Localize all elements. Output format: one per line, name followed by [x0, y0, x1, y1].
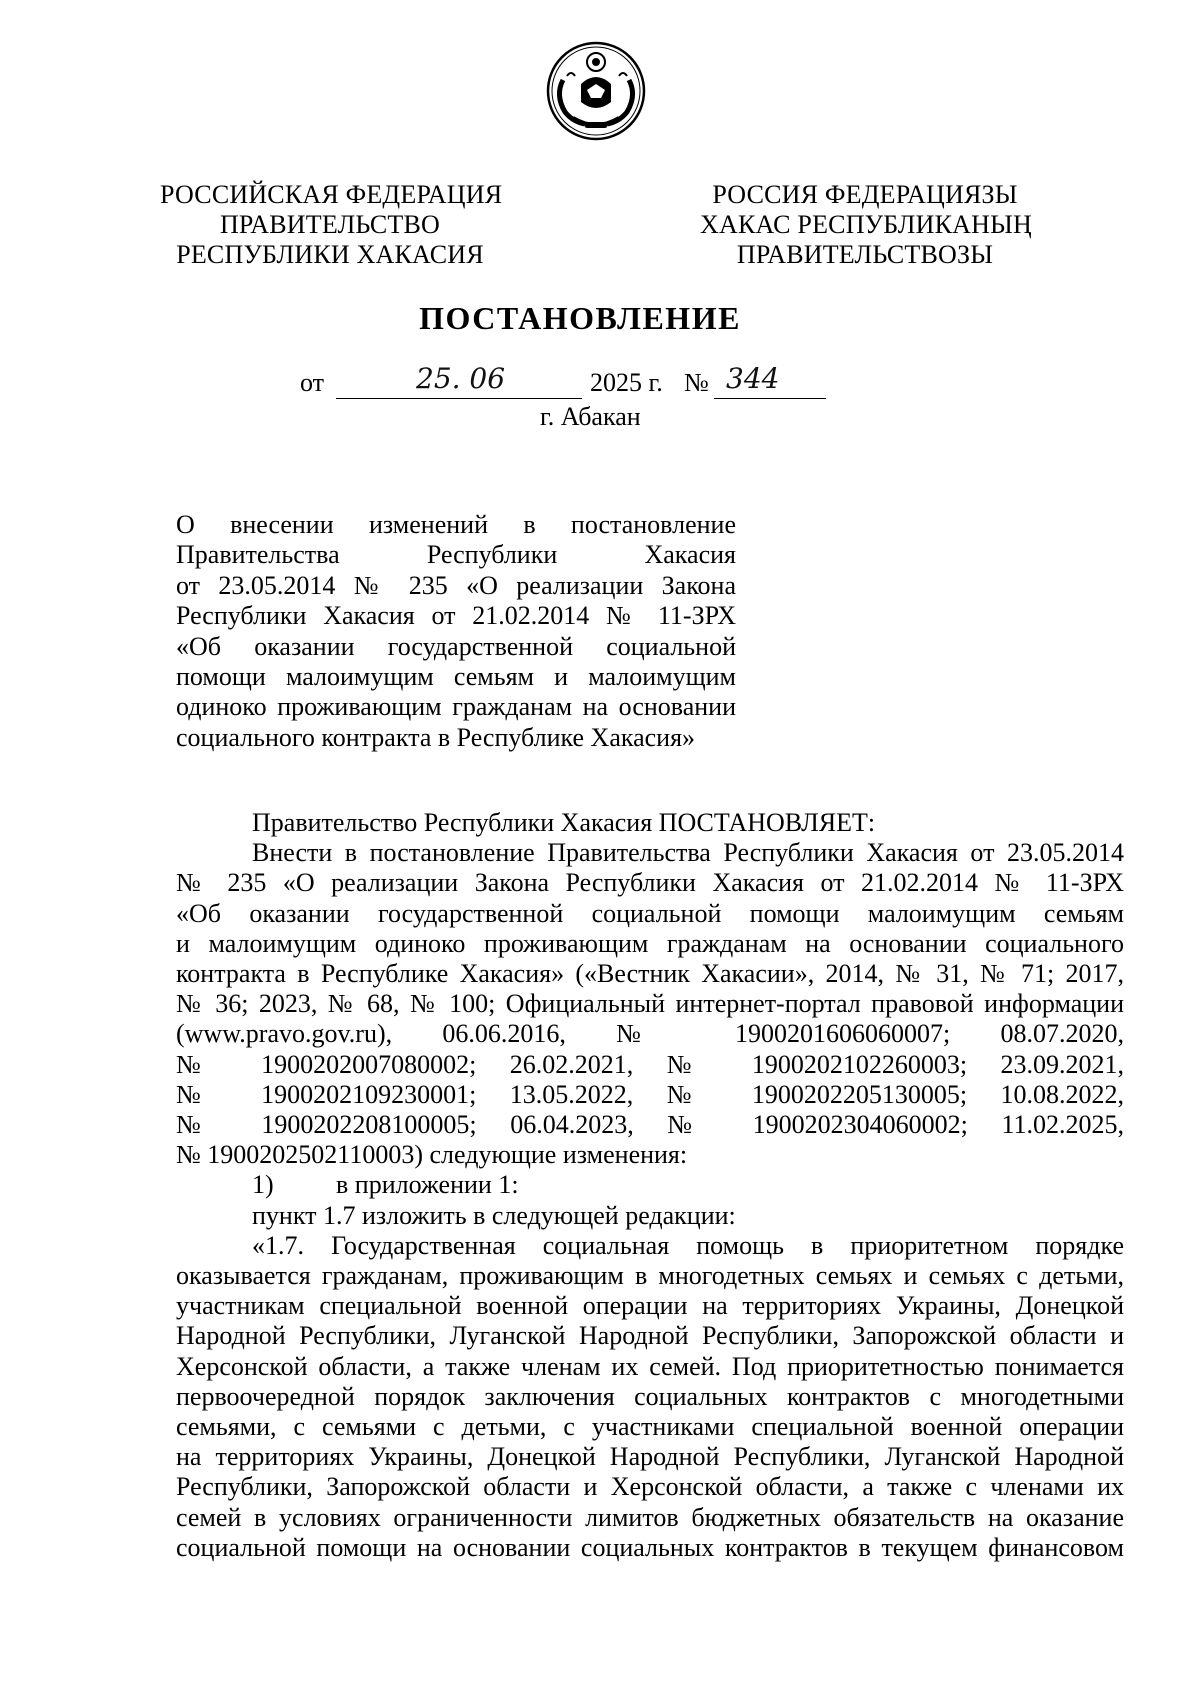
subject-line: Республики Хакасия от 21.02.2014 № 11-ЗРХ: [176, 601, 736, 631]
city-label: г. Абакан: [540, 402, 641, 431]
subject-line: помощи малоимущим семьям и малоимущим: [176, 662, 736, 692]
number-label: №: [684, 368, 709, 397]
clause-line: участникам специальной военной операции на территориях Украины, Донецкой: [176, 1291, 1124, 1321]
header-right-line: ХАКАС РЕСПУБЛИКАНЫҢ: [700, 210, 1032, 239]
subject-block: [176, 510, 736, 753]
subject-line: «Об оказании государственной социальной: [176, 631, 736, 661]
body-line: «Об оказании государственной социальной помощи малоимущим семьям: [176, 898, 1124, 928]
clause-line: первоочередной порядок заключения социальных контрактов с многодетными: [176, 1381, 1124, 1411]
subject-line: социального контракта в Республике Хакасия»: [176, 722, 696, 752]
handwritten-number: 344: [726, 362, 780, 395]
body-line: Внести в постановление Правительства Республики Хакасия от 23.05.2014: [252, 838, 1124, 868]
header-right-line: ПРАВИТЕЛЬСТВОЗЫ: [736, 240, 994, 269]
clause-line: Республики, Запорожской области и Херсонской области, а также с членами их: [176, 1472, 1124, 1502]
clause-line: оказывается гражданам, проживающим в многодетных семьях и семьях с детьми,: [176, 1261, 1124, 1291]
body-line: № 1900202007080002; 26.02.2021, № 1900202102260003; 23.09.2021,: [176, 1049, 1124, 1079]
subject-line: Правительства Республики Хакасия: [176, 540, 736, 570]
body-line: № 1900202502110003) следующие изменения:: [176, 1140, 688, 1170]
body-line: и малоимущим одиноко проживающим гражданам на основании социального: [176, 928, 1124, 958]
list-item: [176, 1170, 1124, 1200]
date-field-line: [336, 362, 582, 399]
list-item-text: в приложении 1:: [336, 1170, 519, 1200]
clause-line: социальной помощи на основании социальных контрактов в текущем финансовом: [176, 1532, 1124, 1562]
body-line: контракта в Республике Хакасия» («Вестник Хакасии», 2014, № 31, № 71; 2017,: [176, 959, 1124, 989]
body-line: № 235 «О реализации Закона Республики Хакасия от 21.02.2014 № 11-ЗРХ: [176, 868, 1124, 898]
document-type-title: ПОСТАНОВЛЕНИЕ: [419, 300, 741, 336]
subject-line: О внесении изменений в постановление: [176, 510, 736, 539]
clause-line: на территориях Украины, Донецкой Народной Республики, Луганской Народной: [176, 1442, 1124, 1472]
clause-line: Херсонской области, а также членам их семей. Под приоритетностью понимается: [176, 1351, 1124, 1381]
year-label: 2025 г.: [590, 368, 663, 397]
header-right-block: [700, 180, 1030, 270]
body-line: № 1900202208100005; 06.04.2023, № 1900202304060002; 11.02.2025,: [176, 1110, 1124, 1140]
header-left-line: РОССИЙСКАЯ ФЕДЕРАЦИЯ: [160, 180, 503, 209]
body-text: [176, 808, 1124, 1563]
header-left-block: [160, 180, 503, 270]
handwritten-date: 25. 06: [416, 362, 506, 395]
subject-line: от 23.05.2014 № 235 «О реализации Закона: [176, 570, 736, 600]
clause-intro-line: пункт 1.7 изложить в следующей редакции:: [252, 1200, 736, 1230]
header-left-line: РЕСПУБЛИКИ ХАКАСИЯ: [176, 240, 484, 269]
number-field-line: [714, 362, 826, 399]
body-line: № 36; 2023, № 68, № 100; Официальный интернет-портал правовой информации: [176, 989, 1124, 1019]
clause-line: семей в условиях ограниченности лимитов бюджетных обязательств на оказание: [176, 1502, 1124, 1532]
subject-line: одиноко проживающим гражданам на основании: [176, 692, 736, 722]
clause-line: семьями, с семьями с детьми, с участниками специальной военной операции: [176, 1412, 1124, 1442]
body-line: № 1900202109230001; 13.05.2022, № 1900202205130005; 10.08.2022,: [176, 1079, 1124, 1109]
clause-line: «1.7. Государственная социальная помощь в приоритетном порядке: [252, 1230, 1124, 1260]
list-item-number: 1): [252, 1170, 274, 1200]
date-number-row: [300, 362, 900, 402]
header-left-line: ПРАВИТЕЛЬСТВО: [219, 210, 441, 239]
from-label: от: [300, 368, 325, 397]
resolves-line: Правительство Республики Хакасия ПОСТАНОВЛЯЕТ:: [252, 808, 876, 837]
body-line: (www.pravo.gov.ru), 06.06.2016, № 1900201606060007; 08.07.2020,: [176, 1019, 1124, 1049]
header-right-line: РОССИЯ ФЕДЕРАЦИЯЗЫ: [712, 180, 1018, 209]
clause-line: Народной Республики, Луганской Народной Республики, Запорожской области и: [176, 1321, 1124, 1351]
coat-of-arms-emblem: [545, 40, 647, 142]
